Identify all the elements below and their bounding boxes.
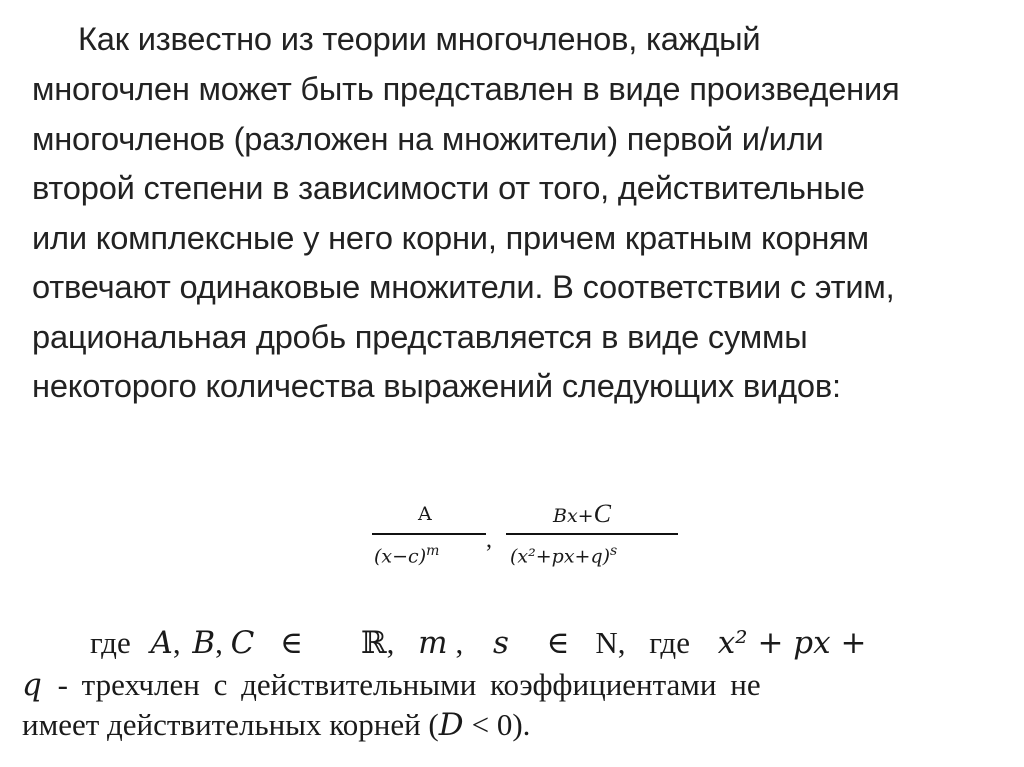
- element-of-symbol-2: ∈: [546, 625, 570, 660]
- fraction-1-bar: [372, 533, 486, 535]
- var-b: B: [192, 625, 216, 661]
- fraction-formula: [360, 493, 680, 583]
- natural-numbers-symbol: N,: [595, 625, 626, 660]
- discriminant-inequality: < 0).: [471, 707, 531, 742]
- var-q: q: [22, 667, 42, 703]
- fraction-1-numerator: A: [418, 503, 432, 525]
- var-d: D: [438, 707, 464, 743]
- real-numbers-symbol: ℝ,: [360, 625, 395, 660]
- paragraph-line-5: или комплексные у него корни, причем кратным корням: [32, 220, 869, 256]
- fraction-1-exponent: m: [426, 543, 440, 559]
- fraction-2-denominator: [510, 543, 617, 567]
- var-a: A: [150, 625, 173, 661]
- var-s: s: [492, 625, 509, 661]
- element-of-symbol-1: ∈: [280, 625, 304, 660]
- paragraph-line-4: второй степени в зависимости от того, действительные: [32, 170, 865, 206]
- conditions-line-3: [22, 707, 530, 743]
- fraction-1-denominator: [374, 543, 439, 567]
- trinomial-description: - трехчлен с действительными коэффициентами не: [57, 667, 761, 702]
- paragraph-line-3: многочленов (разложен на множители) первой и/или: [32, 121, 824, 157]
- fraction-2-bar: [506, 533, 678, 535]
- paragraph-line-7: рациональная дробь представляется в виде суммы: [32, 319, 808, 355]
- paragraph-line-8: некоторого количества выражений следующих видов:: [32, 368, 841, 404]
- var-c: C: [230, 625, 255, 661]
- paragraph-line-1: Как известно из теории многочленов, каждый: [78, 21, 761, 57]
- fraction-separator: ,: [486, 527, 492, 553]
- fraction-2-denominator-base: (x²+px+q): [510, 545, 611, 568]
- var-m: m: [418, 625, 448, 661]
- paragraph-line-6: отвечают одинаковые множители. В соответствии с этим,: [32, 269, 895, 305]
- where-word-2: где: [649, 625, 690, 660]
- conditions-line-1: где A, B, C ∈ ℝ, m , s ∈ N, где x² + px +: [90, 625, 867, 661]
- polynomial-expression: x² + px +: [717, 625, 867, 661]
- fraction-2-numerator-base: Bx+: [553, 505, 594, 527]
- where-word-1: где: [90, 625, 131, 660]
- fraction-2-exponent: s: [610, 543, 618, 559]
- fraction-2-numerator: [553, 499, 611, 529]
- fraction-2-numerator-c: C: [593, 499, 611, 528]
- conditions-line-2: [22, 667, 761, 703]
- paragraph-line-2: многочлен может быть представлен в виде произведения: [32, 71, 900, 107]
- fraction-1-denominator-base: (x−c): [374, 545, 427, 568]
- no-real-roots-text: имеет действительных корней (: [22, 707, 439, 742]
